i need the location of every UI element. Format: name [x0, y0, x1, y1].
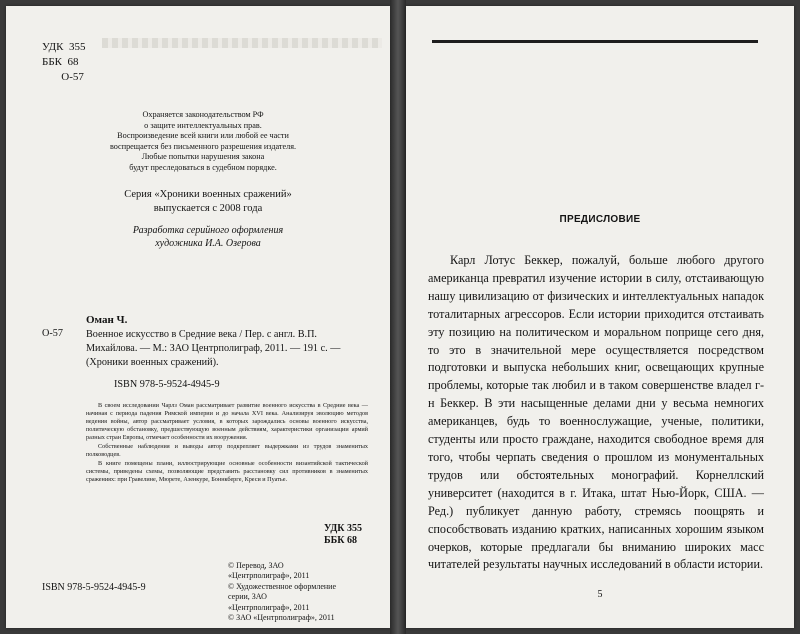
copyright-line: Охраняется законодательством РФ	[142, 110, 264, 119]
isbn: ISBN 978-5-9524-4945-9	[114, 379, 220, 390]
udk-code-bottom: УДК 355	[324, 523, 362, 534]
copyright-notice	[78, 110, 328, 173]
annotation-paragraph: Собственные наблюдения и выводы автор подкрепляет выдержками из трудов знаменитых полководцев.	[86, 443, 368, 458]
annotation-paragraph: В своем исследовании Чарлз Оман рассматривает развитие военного искусства в Средние века — начиная с периода падения Римской империи и до начала XVI века. Анализируя эволюцию методов ведения войны, автор рассматривает условия, в которых зарождались основы военного искусства, политическую обстановку, предшествующую военным действиям, характеристики организации армий разных стран Европы, отмечает особенности их вооружения.	[86, 402, 368, 441]
copyright-entry: «Центрполиграф», 2011	[228, 571, 310, 581]
series-line: Серия «Хроники военных сражений»	[124, 189, 292, 200]
annotation	[86, 402, 368, 484]
author-sign: О-57	[42, 71, 84, 83]
copyright-line: Любые попытки нарушения закона	[141, 152, 265, 161]
classification-codes	[42, 40, 86, 85]
page-number: 5	[597, 589, 603, 600]
preface-body: Карл Лотус Беккер, пожалуй, больше любого другого американца превратил изучение истории в силу, отстаивающую нашу цивилизацию от физических и интеллектуальных нападок тоталитарных агрессоров. Если истории приходится отстаивать эту позицию на политическом и моральном поприще сего дня, то это в значительной мере осуществляется посредством подготовки и выпуска небольших книг, освещающих крупные проблемы, которые так любил и в таком совершенстве владел г-н Беккер. В эти насыщенные делами дни у весьма немногих американцев, будь то военнослужащие, ученые, политики, студенты или просто граждане, находится свободное время для того, чтобы черпать сведения о прошлом из монументальных трудов или обстоятельных монографий. Корнеллский университет (находится в г. Итака, штат Нью-Йорк, США. — Ред.) публикует данную работу, стремясь поощрять и способствовать изданию кратких, написанных хорошим языком очерков, которые предлагали бы вниманию широких масс читателей результаты научных исследований в области истории.	[428, 253, 764, 572]
copyright-block	[228, 561, 388, 623]
udk-code: УДК 355	[42, 41, 86, 53]
design-line: Разработка серийного оформления	[132, 225, 284, 236]
bbk-code: ББК 68	[42, 56, 79, 68]
left-page	[6, 6, 390, 628]
book-gutter	[390, 0, 406, 634]
copyright-line: воспрещается без письменного разрешения издателя.	[109, 141, 297, 151]
design-line: художника И.А. Озерова	[155, 238, 261, 249]
bleed-through-strip	[102, 38, 382, 48]
bbk-code-bottom: ББК 68	[324, 535, 357, 546]
series-line: выпускается с 2008 года	[153, 202, 263, 214]
copyright-entry: © ЗАО «Центрполиграф», 2011	[228, 613, 335, 623]
right-page	[406, 6, 794, 628]
copyright-entry: серии, ЗАО	[228, 592, 267, 602]
bleed-through-text	[446, 50, 756, 240]
copyright-entry: © Перевод, ЗАО	[228, 561, 284, 570]
copyright-line: о защите интеллектуальных прав.	[144, 120, 262, 130]
copyright-line: будут преследоваться в судебном порядке.	[129, 162, 277, 172]
copyright-entry: © Художественное оформление	[228, 581, 337, 591]
series-info	[98, 188, 318, 215]
isbn-bottom: ISBN 978-5-9524-4945-9	[42, 582, 146, 593]
design-credit	[98, 224, 318, 250]
header-rule	[432, 40, 758, 43]
section-heading: ПРЕДИСЛОВИЕ	[559, 214, 641, 225]
shelf-mark: О-57	[42, 328, 63, 339]
annotation-paragraph: В книге помещены плани, иллюстрирующие основные особенности византийской тактической системы, приведены схемы, позволяющие представить расстановку сил противников в знаменитых сражениях: при Гравелине, Мюрете, Азенкуре, Боннкберге, Креси и Пуатье.	[86, 460, 368, 483]
bottom-classification	[324, 523, 362, 547]
copyright-line: Воспроизведение всей книги или любой ее части	[117, 131, 289, 140]
bibliographic-entry: Военное искусство в Средние века / Пер. с англ. В.П. Михайлова. — М.: ЗАО Центрполиграф, 2011. — 191 с. — (Хроники военных сражений).	[86, 329, 341, 368]
copyright-entry: «Центрполиграф», 2011	[228, 602, 310, 612]
author-heading: Оман Ч.	[86, 314, 128, 326]
